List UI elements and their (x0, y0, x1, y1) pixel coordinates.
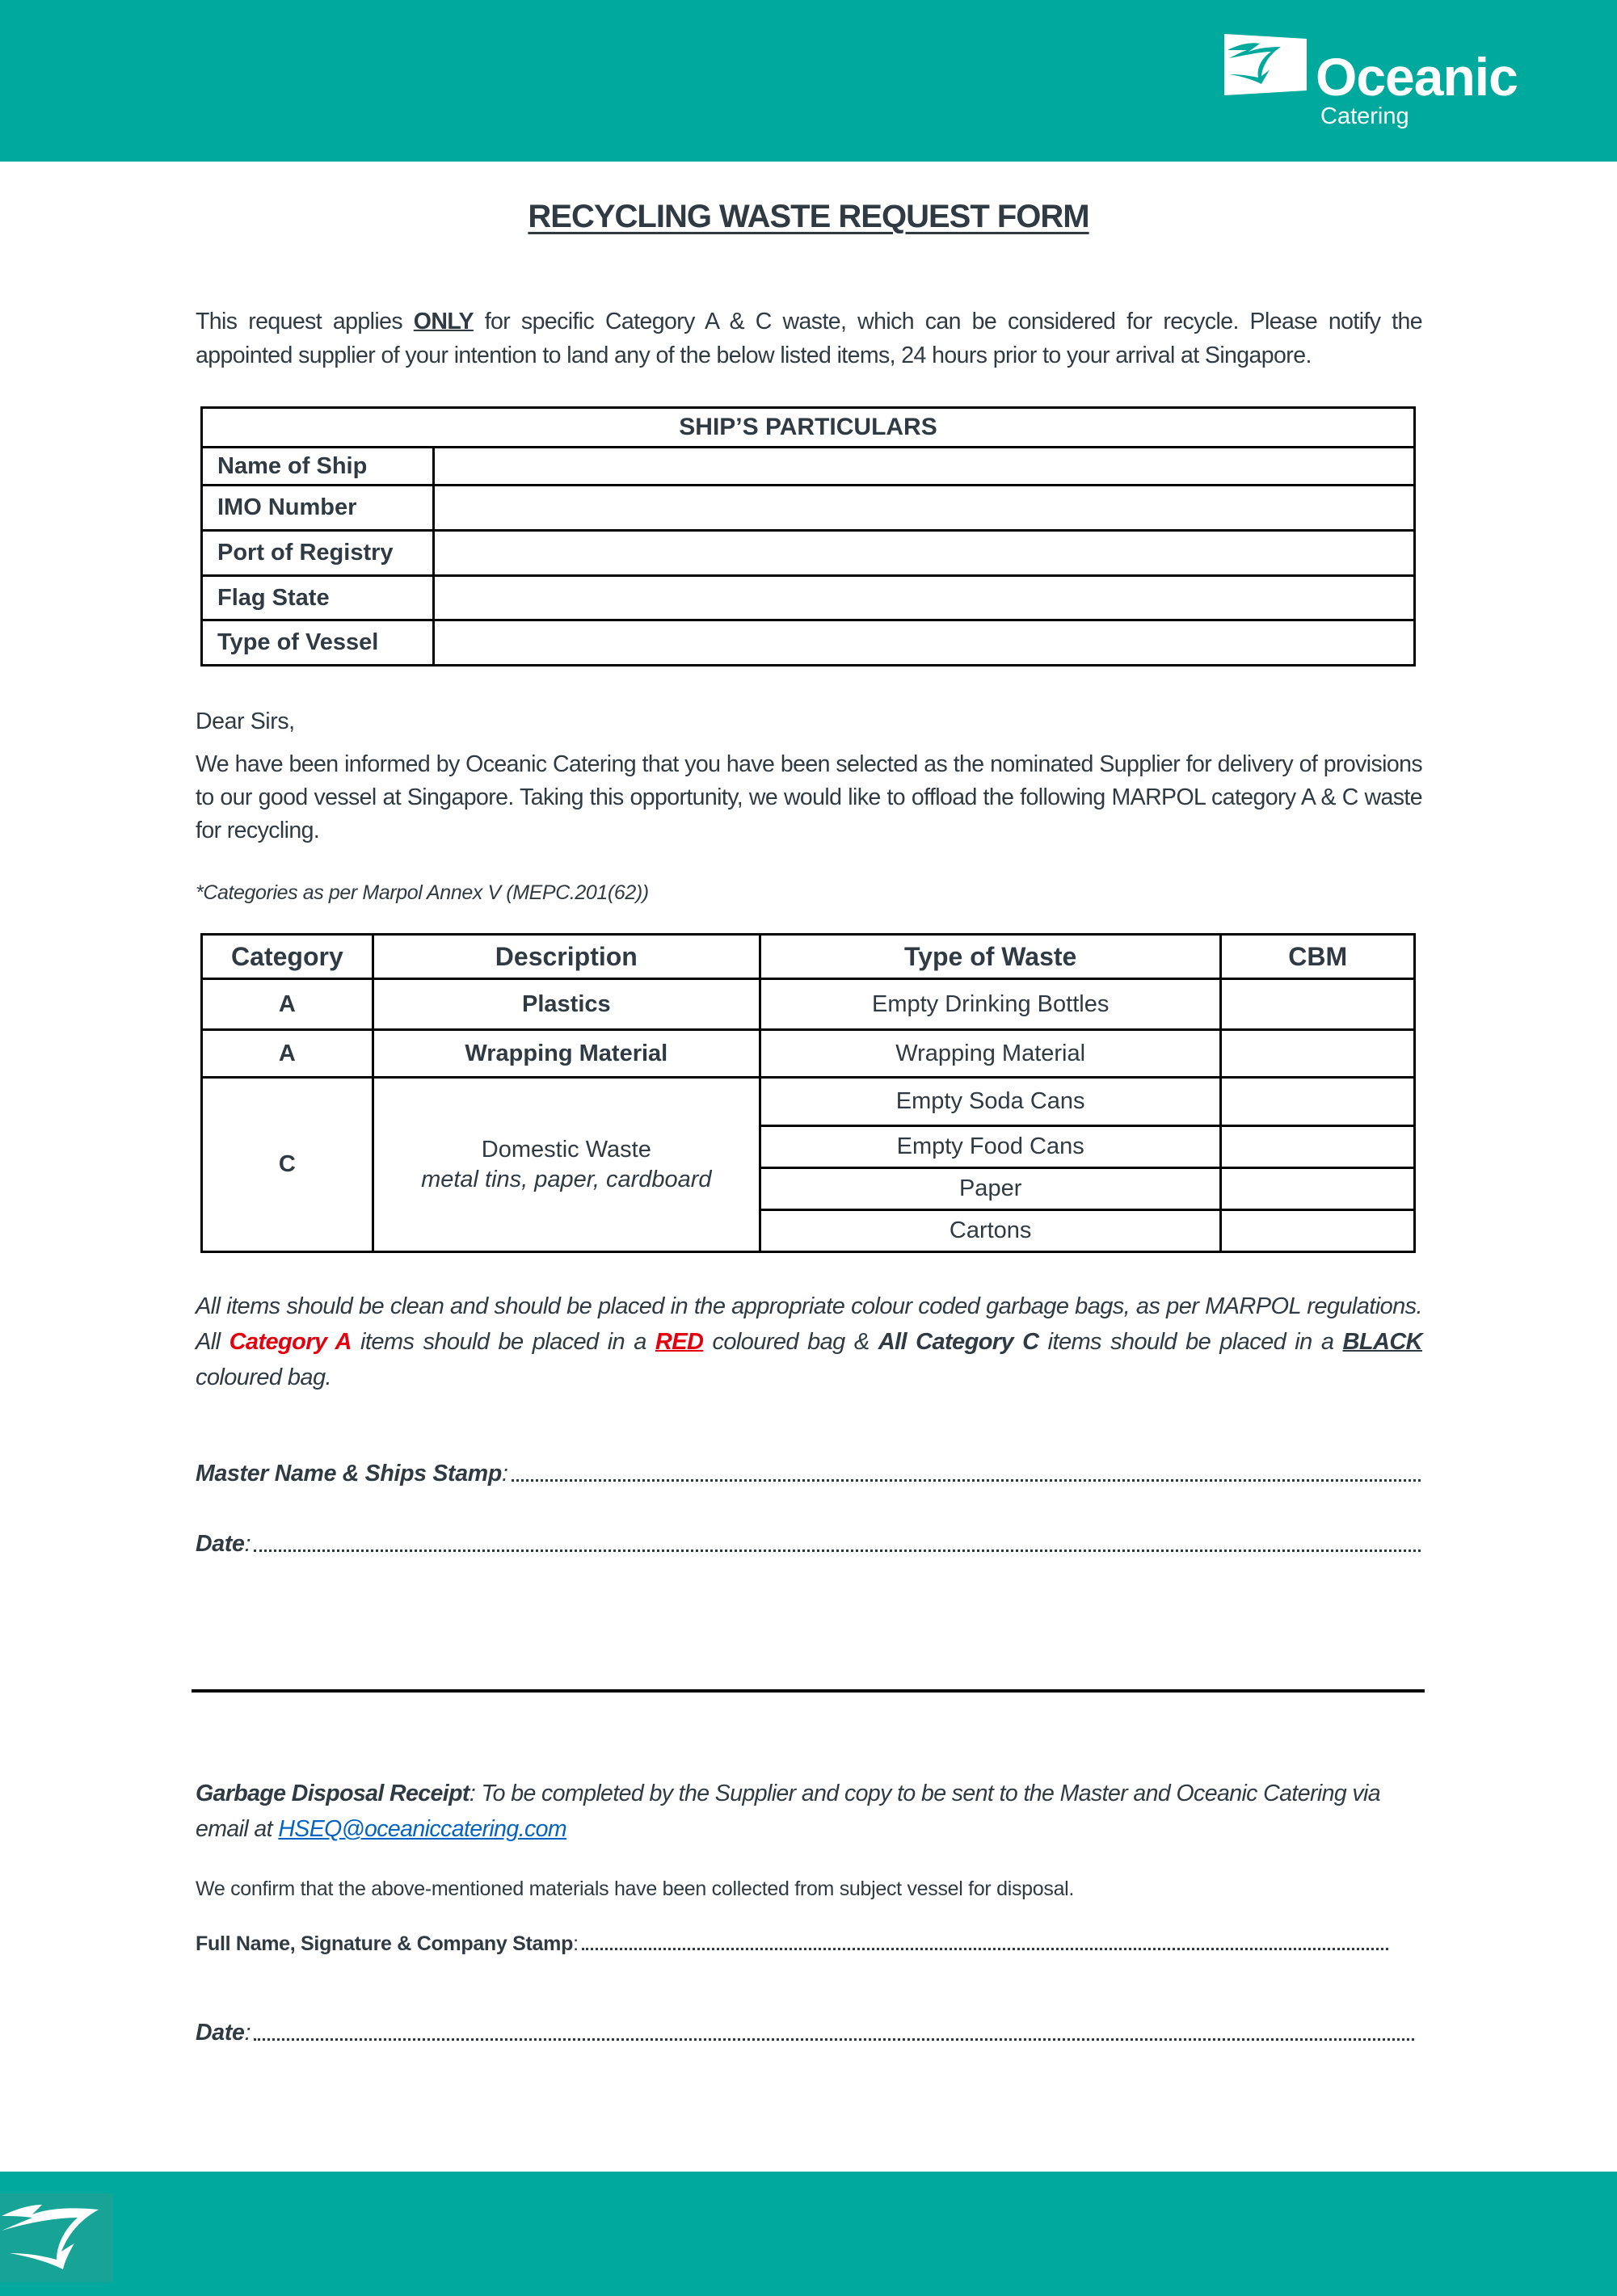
ship-bow-icon (0, 2193, 113, 2282)
description-cell (373, 1078, 760, 1252)
category-cell: A (202, 1030, 373, 1078)
master-signature-field[interactable] (512, 1479, 1421, 1482)
cbm-input[interactable] (1221, 1126, 1415, 1168)
table-row (202, 620, 1415, 666)
field-label: Port of Registry (202, 531, 434, 576)
supplier-signature-line: Full Name, Signature & Company Stamp : (196, 1932, 1388, 1956)
ships-particulars-heading: SHIP’S PARTICULARS (202, 408, 1415, 448)
supplier-signature-field[interactable] (582, 1948, 1388, 1950)
description-note: metal tins, paper, cardboard (421, 1166, 712, 1192)
section-divider (192, 1689, 1425, 1693)
bag-instructions: All items should be clean and should be placed in the appropriate colour coded garbage bags, as per MARPOL regulations. All Category A items should be placed in a RED coloured bag & All Category C items should be placed in a BLACK coloured bag. (196, 1293, 1423, 1390)
column-header: Type of Waste (760, 935, 1221, 979)
flag-state-field[interactable] (434, 576, 1415, 620)
cbm-input[interactable] (1221, 1030, 1415, 1078)
column-header: Category (202, 935, 373, 979)
column-header: Description (373, 935, 760, 979)
header-band (0, 0, 1617, 162)
table-row (202, 1030, 1415, 1078)
supplier-date-line: Date : (196, 2020, 1414, 2046)
table-row (202, 486, 1415, 531)
brand-name: Oceanic (1316, 47, 1518, 107)
field-label: Type of Vessel (202, 620, 434, 666)
master-date-line: Date : (196, 1531, 1421, 1558)
collection-confirmation: We confirm that the above-mentioned materials have been collected from subject vessel for disposal. (196, 1878, 1075, 1900)
page-title: RECYCLING WASTE REQUEST FORM (528, 199, 1089, 234)
only-emphasis: ONLY (413, 309, 474, 334)
footer-band (0, 2172, 1617, 2296)
ships-particulars-table (200, 406, 1416, 667)
master-signature-line: Master Name & Ships Stamp : (196, 1461, 1421, 1487)
waste-type-cell: Empty Soda Cans (760, 1078, 1221, 1126)
intro-paragraph: This request applies ONLY for specific Category A & C waste, which can be considered for recycle. Please notify the appointed supplier of your intention to land any of the below listed items, 24 hours prior to your arrival at Singapore. (196, 309, 1422, 368)
category-a-emphasis: Category A (229, 1329, 352, 1355)
field-label: IMO Number (202, 486, 434, 531)
waste-type-cell: Wrapping Material (760, 1030, 1221, 1078)
port-of-registry-field[interactable] (434, 531, 1415, 576)
table-row (202, 576, 1415, 620)
ship-flag-icon (1224, 34, 1307, 95)
supplier-date-field[interactable] (254, 2038, 1414, 2041)
black-bag-emphasis: BLACK (1342, 1329, 1423, 1355)
waste-type-cell: Empty Food Cans (760, 1126, 1221, 1168)
brand-tagline: Catering (1320, 103, 1409, 129)
category-cell: A (202, 979, 373, 1030)
table-header-row (202, 935, 1415, 979)
receipt-label: Garbage Disposal Receipt (196, 1781, 470, 1806)
cbm-input[interactable] (1221, 1078, 1415, 1126)
receipt-instructions: Garbage Disposal Receipt: To be completed by the Supplier and copy to be sent to the Master and Oceanic Catering via email at HSEQ@oceaniccatering.com (196, 1781, 1381, 1842)
type-of-vessel-field[interactable] (434, 620, 1415, 666)
imo-number-field[interactable] (434, 486, 1415, 531)
date-label: Date (196, 1531, 245, 1557)
letter-body: We have been informed by Oceanic Catering that you have been selected as the nominated Supplier for delivery of provisions to our good vessel at Singapore. Taking this opportunity, we would like to offload the following MARPOL category A & C waste for recycling. (196, 751, 1422, 843)
cbm-input[interactable] (1221, 979, 1415, 1030)
categories-footnote: *Categories as per Marpol Annex V (MEPC.201(62)) (196, 881, 649, 904)
table-row (202, 448, 1415, 486)
column-header: CBM (1221, 935, 1415, 979)
waste-type-cell: Cartons (760, 1210, 1221, 1252)
master-label: Master Name & Ships Stamp (196, 1461, 502, 1487)
field-label: Name of Ship (202, 448, 434, 486)
description-cell: Plastics (373, 979, 760, 1030)
master-date-field[interactable] (254, 1550, 1421, 1552)
salutation: Dear Sirs, (196, 709, 295, 734)
red-bag-emphasis: RED (655, 1329, 704, 1355)
waste-type-cell: Empty Drinking Bottles (760, 979, 1221, 1030)
fullname-label: Full Name, Signature & Company Stamp (196, 1932, 574, 1955)
cbm-input[interactable] (1221, 1168, 1415, 1210)
email-link[interactable]: HSEQ@oceaniccatering.com (278, 1816, 566, 1842)
field-label: Flag State (202, 576, 434, 620)
description-title: Domestic Waste (481, 1136, 651, 1163)
category-cell: C (202, 1078, 373, 1252)
description-cell: Wrapping Material (373, 1030, 760, 1078)
waste-table (200, 933, 1416, 1253)
cbm-input[interactable] (1221, 1210, 1415, 1252)
waste-type-cell: Paper (760, 1168, 1221, 1210)
date-label: Date (196, 2020, 245, 2046)
category-c-emphasis: All Category C (878, 1329, 1039, 1355)
table-row (202, 1078, 1415, 1126)
table-row (202, 531, 1415, 576)
table-row (202, 979, 1415, 1030)
name-of-ship-field[interactable] (434, 448, 1415, 486)
